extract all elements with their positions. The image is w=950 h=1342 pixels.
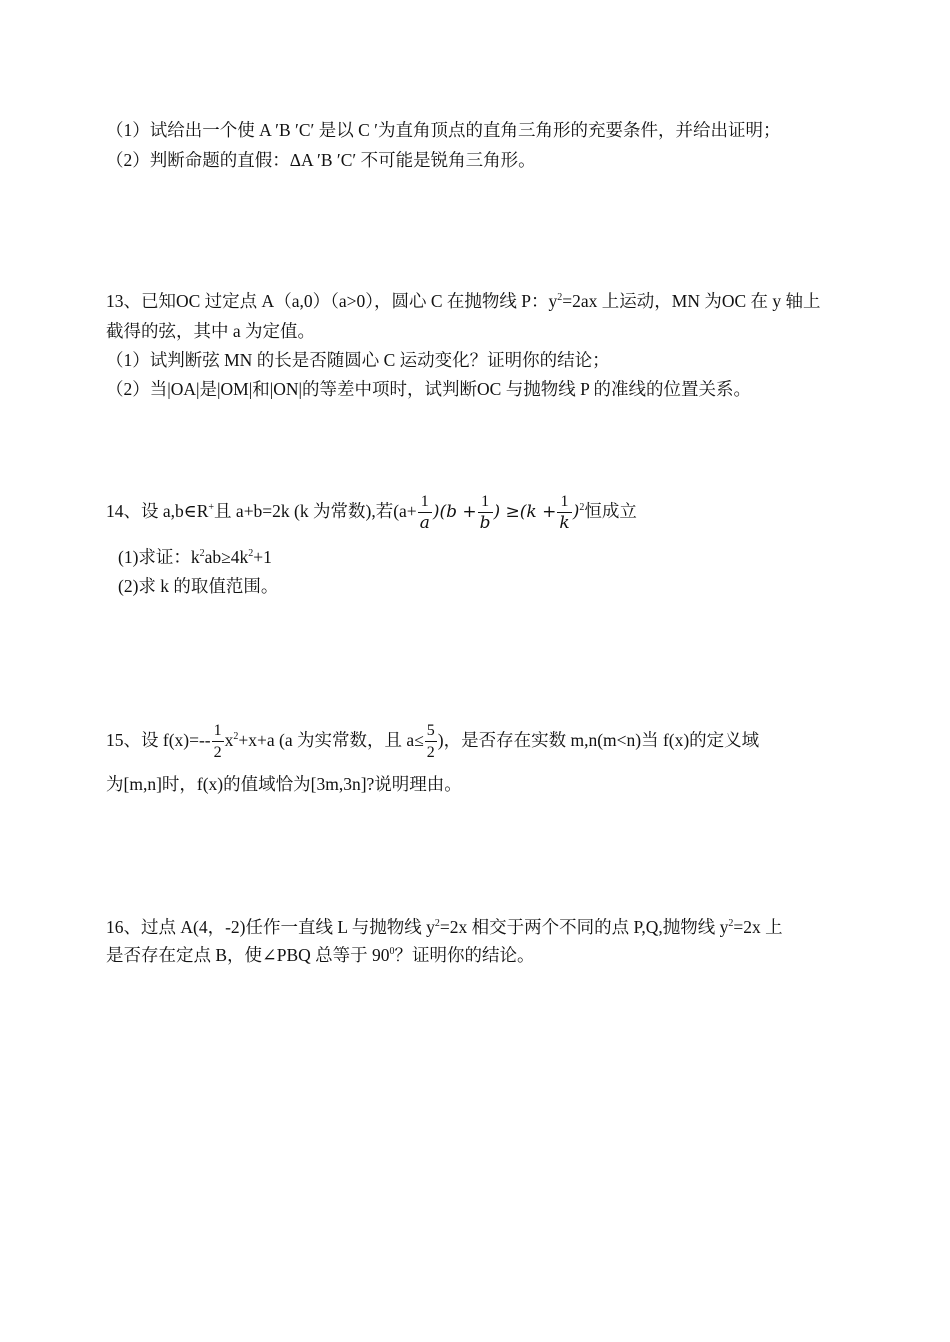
q16-statement-line1 [106, 915, 783, 939]
q13-statement-line1 [106, 289, 821, 313]
q16-text-b: =2x 相交于两个不同的点 P,Q,抛物线 y [439, 917, 729, 937]
q14-part1-sup2: 2 [248, 548, 254, 559]
q14-statement [106, 488, 637, 535]
q15-frac2-den: 2 [426, 744, 435, 762]
q15-part-c: +x+a (a 为实常数，且 a≤ [238, 730, 424, 750]
q14-head: 14、设 a,b∈R [106, 501, 209, 521]
q15-tail: )，是否存在实数 m,n(m<n)当 f(x)的定义域 [437, 730, 760, 750]
q16-line2-b: ？证明你的结论。 [394, 945, 535, 965]
q14-frac1-num: 1 [418, 491, 432, 513]
q14-part1-sup1: 2 [199, 548, 205, 559]
q15-frac1-num: 1 [212, 720, 224, 742]
q14-part1-b: ab≥4k [204, 547, 249, 567]
q14-part1-a: (1)求证：k [118, 547, 200, 567]
q16-sup2: 2 [728, 918, 734, 929]
q12-part1 [106, 118, 781, 142]
q15-head: 15、设 f(x)=-- [106, 730, 211, 750]
q13-superscript: 2 [557, 292, 563, 303]
q14-part2 [118, 574, 278, 598]
q15-frac1-den: 2 [213, 744, 222, 762]
q14-part-c: ) ≥(k + [493, 502, 557, 522]
q13-text-b: =2ax 上运动，MN 为OC 在 y 轴上 [562, 291, 821, 311]
q15-frac2-num: 5 [425, 720, 437, 742]
q14-frac3-den: k [559, 513, 570, 534]
q14-part1 [118, 545, 272, 569]
q15-statement-line2 [106, 772, 462, 796]
q14-head-sup: + [208, 502, 215, 513]
q12-part2 [106, 148, 536, 172]
q16-sup1: 2 [434, 918, 440, 929]
q14-fraction-2 [478, 491, 493, 534]
q16-text-c: =2x 上 [733, 917, 783, 937]
q13-statement-line2 [106, 319, 315, 343]
q15-superscript: 2 [233, 731, 239, 742]
q13-part1-text: （1）试判断弦 MN 的长是否随圆心 C 运动变化？证明你的结论； [106, 350, 610, 370]
q15-part-b: x [224, 730, 234, 750]
q13-text-a: 13、已知OC 过定点 A（a,0）（a>0），圆心 C 在抛物线 P：y [106, 291, 558, 311]
q14-fraction-1 [418, 491, 432, 534]
q14-frac2-num: 1 [478, 491, 493, 513]
q15-fraction-2 [425, 720, 437, 763]
q16-sup3: 0 [389, 946, 395, 957]
q14-fraction-3 [557, 491, 571, 534]
q14-part-d: ) [572, 502, 580, 522]
q13-part2-text: （2）当|OA|是|OM|和|ON|的等差中项时，试判断OC 与抛物线 P 的准线的位置关系。 [106, 379, 752, 399]
q14-part-b: )(b + [432, 502, 477, 522]
q12-part2-text: （2）判断命题的直假：ΔA ′B ′C′ 不可能是锐角三角形。 [106, 150, 536, 170]
q14-part2-text: (2)求 k 的取值范围。 [118, 576, 279, 596]
q16-line2-a: 是否存在定点 B，使∠PBQ 总等于 90 [106, 945, 390, 965]
q13-part2 [106, 377, 751, 401]
q15-fraction-1 [212, 720, 224, 763]
q12-part1-text: （1）试给出一个使 A ′B ′C′ 是以 C ′为直角顶点的直角三角形的充要条件，并给出证明； [106, 120, 781, 140]
q13-part1 [106, 348, 610, 372]
q16-statement-line2 [106, 943, 535, 967]
q14-frac2-den: b [479, 513, 491, 534]
q14-frac3-num: 1 [557, 491, 571, 513]
q14-part1-c: +1 [253, 547, 272, 567]
q16-text-a: 16、过点 A(4，-2)任作一直线 L 与抛物线 y [106, 917, 435, 937]
q14-mid: 且 a+b=2k (k 为常数),若(a+ [214, 501, 417, 521]
q14-tail: 恒成立 [584, 501, 637, 521]
q15-line2-text: 为[m,n]时，f(x)的值域恰为[3m,3n]?说明理由。 [106, 774, 462, 794]
q14-exponent: 2 [579, 502, 585, 513]
q14-frac1-den: a [419, 513, 430, 534]
q13-text-line2: 截得的弦，其中 a 为定值。 [106, 321, 316, 341]
q15-statement-line1 [106, 717, 759, 763]
